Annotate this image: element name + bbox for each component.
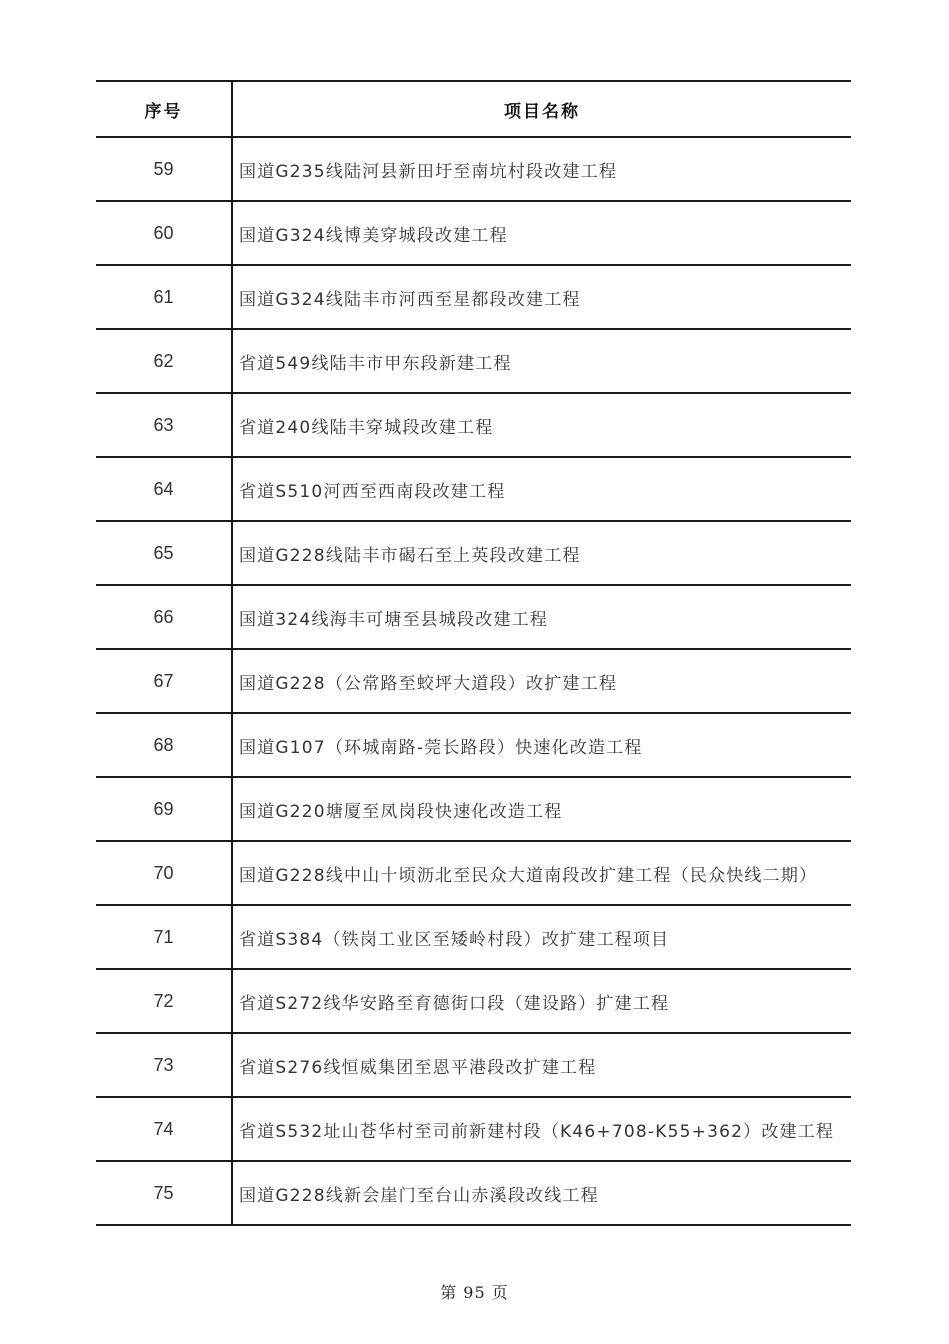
page-number: 第 95 页 xyxy=(440,1283,509,1302)
serial-number-cell: 63 xyxy=(96,394,233,456)
serial-number-cell: 59 xyxy=(96,138,233,200)
serial-number-cell: 75 xyxy=(96,1162,233,1224)
serial-number-cell: 70 xyxy=(96,842,233,904)
table-row xyxy=(96,522,851,586)
project-name-cell: 国道G324线陆丰市河西至星都段改建工程 xyxy=(239,289,581,310)
project-name-cell: 国道G228线新会崖门至台山赤溪段改线工程 xyxy=(239,1185,599,1206)
table-row xyxy=(96,778,851,842)
project-name-cell: 省道S510河西至西南段改建工程 xyxy=(239,481,506,502)
table-row xyxy=(96,330,851,394)
serial-number-cell: 68 xyxy=(96,714,233,776)
table-row xyxy=(96,842,851,906)
project-name-cell: 国道G235线陆河县新田圩至南坑村段改建工程 xyxy=(239,161,618,182)
table-row xyxy=(96,138,851,202)
table-header xyxy=(96,80,851,138)
serial-number-cell: 61 xyxy=(96,266,233,328)
serial-number-cell: 73 xyxy=(96,1034,233,1096)
project-name-cell: 国道G107（环城南路-莞长路段）快速化改造工程 xyxy=(239,737,643,758)
table-row xyxy=(96,458,851,522)
serial-number-cell: 64 xyxy=(96,458,233,520)
projects-table xyxy=(96,80,851,1226)
serial-number-cell: 71 xyxy=(96,906,233,968)
table-row xyxy=(96,906,851,970)
serial-number-cell: 67 xyxy=(96,650,233,712)
serial-number-cell: 74 xyxy=(96,1098,233,1160)
header-serial-number: 序号 xyxy=(96,82,233,136)
project-name-cell: 国道G220塘厦至凤岗段快速化改造工程 xyxy=(239,801,563,822)
project-name-cell: 国道G324线博美穿城段改建工程 xyxy=(239,225,508,246)
serial-number-cell: 65 xyxy=(96,522,233,584)
serial-number-cell: 72 xyxy=(96,970,233,1032)
serial-number-cell: 66 xyxy=(96,586,233,648)
project-name-cell: 国道324线海丰可塘至县城段改建工程 xyxy=(239,609,549,630)
project-name-cell: 国道G228线陆丰市碣石至上英段改建工程 xyxy=(239,545,581,566)
project-name-cell: 省道S276线恒威集团至恩平港段改扩建工程 xyxy=(239,1057,597,1078)
table-row xyxy=(96,266,851,330)
table-row xyxy=(96,650,851,714)
project-name-cell: 省道S384（铁岗工业区至矮岭村段）改扩建工程项目 xyxy=(239,929,670,950)
table-row xyxy=(96,714,851,778)
project-name-cell: 省道240线陆丰穿城段改建工程 xyxy=(239,417,494,438)
table-row xyxy=(96,394,851,458)
project-name-cell: 国道G228（公常路至蛟坪大道段）改扩建工程 xyxy=(239,673,618,694)
table-row xyxy=(96,586,851,650)
project-name-cell: 省道S532址山苍华村至司前新建村段（K46+708-K55+362）改建工程 xyxy=(239,1121,835,1142)
project-name-cell: 省道549线陆丰市甲东段新建工程 xyxy=(239,353,512,374)
header-project-name: 项目名称 xyxy=(504,101,580,122)
table-row xyxy=(96,1034,851,1098)
serial-number-cell: 69 xyxy=(96,778,233,840)
table-row xyxy=(96,1162,851,1226)
serial-number-cell: 62 xyxy=(96,330,233,392)
project-name-cell: 省道S272线华安路至育德街口段（建设路）扩建工程 xyxy=(239,993,670,1014)
serial-number-cell: 60 xyxy=(96,202,233,264)
table-row xyxy=(96,970,851,1034)
table-row xyxy=(96,202,851,266)
project-name-cell: 国道G228线中山十顷沥北至民众大道南段改扩建工程（民众快线二期） xyxy=(239,865,818,886)
table-row xyxy=(96,1098,851,1162)
